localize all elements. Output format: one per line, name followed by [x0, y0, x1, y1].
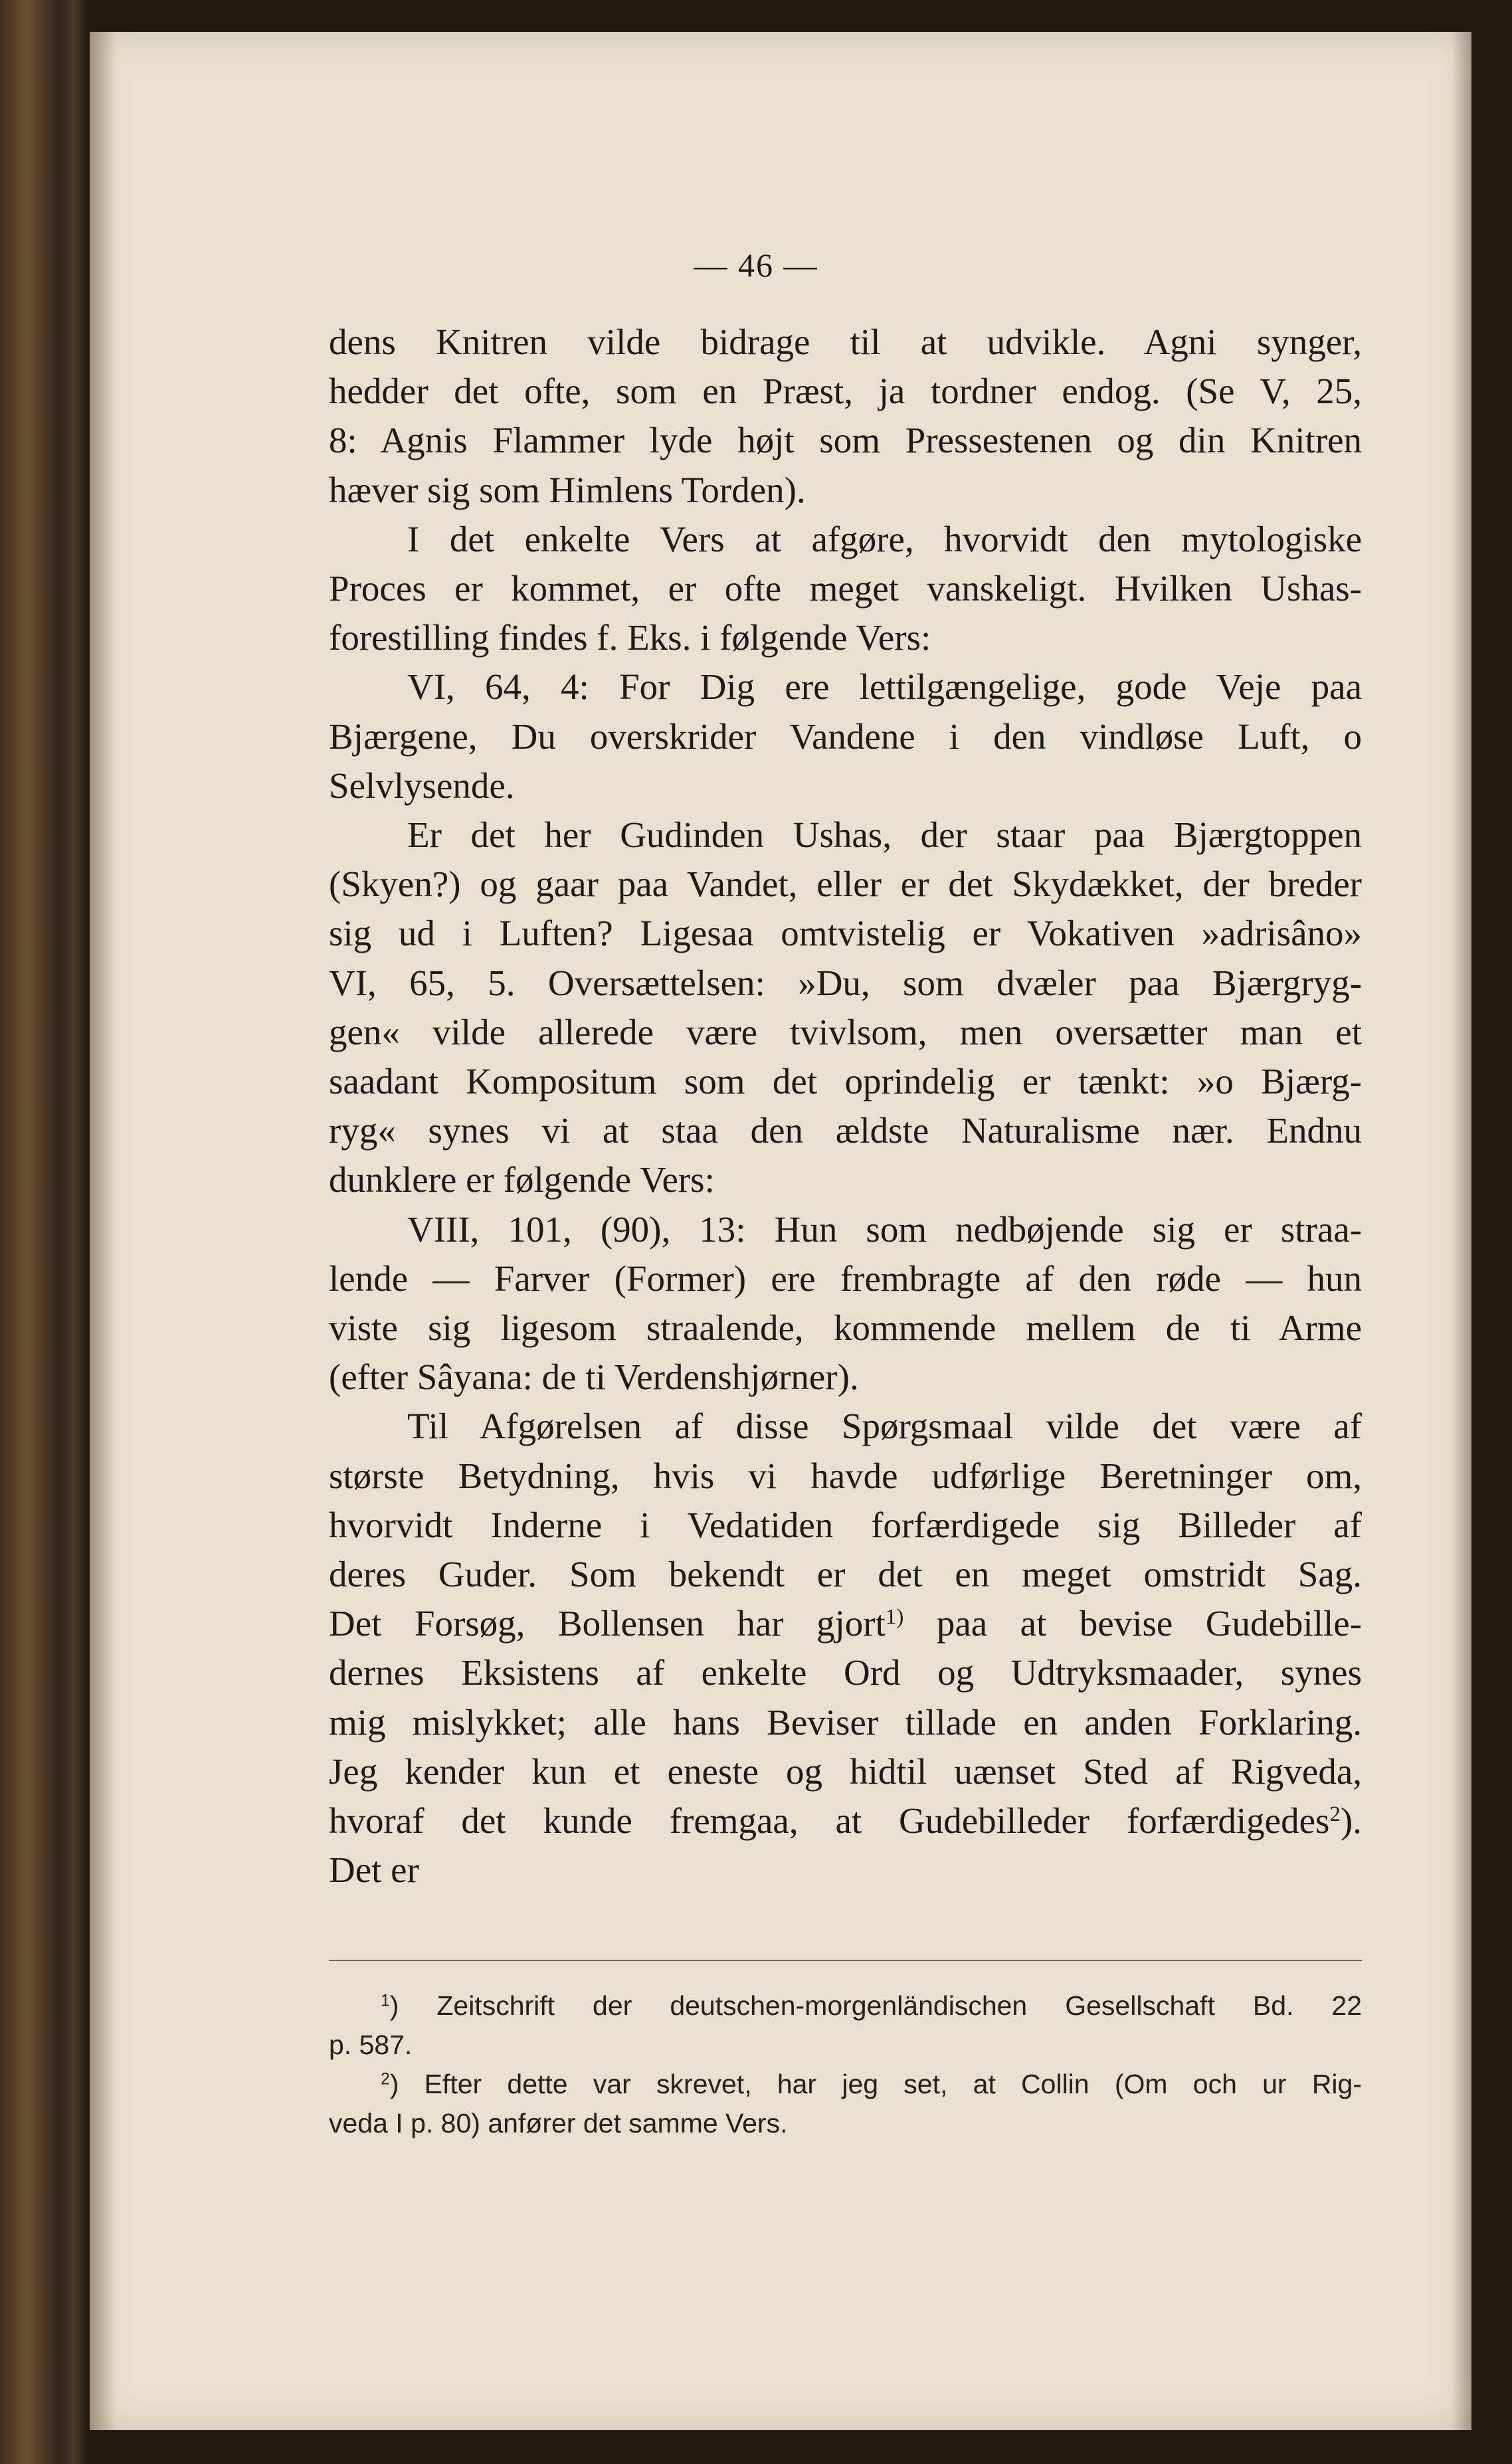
text-line: største Betydning, hvis vi havde udførlige Beretninger om, — [329, 1455, 1362, 1496]
text-line: (Skyen?) og gaar paa Vandet, eller er det Skydækket, der breder — [329, 864, 1362, 905]
text-line: dens Knitren vilde bidrage til at udvikle. Agni synger, — [329, 322, 1362, 362]
text-fragment: hvoraf det kunde fremgaa, at Gudebilleder forfærdigedes — [329, 1800, 1330, 1842]
text-line: Det er — [329, 1849, 419, 1891]
text-line: Selvlysende. — [329, 765, 515, 806]
text-line: sig ud i Luften? Ligesaa omtvistelig er Vokativen »adrisâno» — [329, 913, 1362, 954]
footnote-2-line: veda I p. 80) anfører det samme Vers. — [329, 2108, 788, 2138]
text-line: hedder det ofte, som en Præst, ja tordner endog. (Se V, 25, — [329, 371, 1362, 412]
footnote-1-line — [329, 1986, 1362, 2026]
text-line: dunklere er følgende Vers: — [329, 1159, 715, 1200]
footnote-text: Zeitschrift der deutschen-morgenländischen Gesellschaft Bd. 22 — [399, 1990, 1362, 2021]
text-line: 8: Agnis Flammer lyde højt som Pressestenen og din Knitren — [329, 420, 1362, 461]
text-fragment: paa at bevise Gudebille- — [903, 1603, 1362, 1644]
footnote-1-line: p. 587. — [329, 2030, 413, 2060]
text-line: VI, 65, 5. Oversættelsen: »Du, som dvæler paa Bjærgryg- — [329, 962, 1362, 1003]
footnote-marker-1: 1 — [381, 1992, 390, 2010]
text-fragment: Det Forsøg, Bollensen har gjort — [329, 1603, 886, 1644]
text-line: Proces er kommet, er ofte meget vanskeligt. Hvilken Ushas- — [329, 568, 1362, 609]
footnote-ref-1[interactable]: 1) — [885, 1605, 904, 1630]
text-line: gen« vilde allerede være tvivlsom, men oversætter man et — [329, 1011, 1362, 1052]
text-line: saadant Kompositum som det oprindelig er tænkt: »o Bjærg- — [329, 1061, 1362, 1102]
text-line: dernes Eksistens af enkelte Ord og Udtryksmaader, synes — [329, 1652, 1362, 1693]
text-line: VI, 64, 4: For Dig ere lettilgængelige, gode Veje paa — [407, 666, 1362, 708]
text-line: ryg« synes vi at staa den ældste Naturalisme nær. Endnu — [329, 1110, 1362, 1151]
footnote-paren: ) — [389, 2069, 399, 2099]
body-text — [329, 318, 1362, 1895]
text-line: mig mislykket; alle hans Beviser tillade en anden Forklaring. — [329, 1701, 1362, 1743]
text-line: hæver sig som Himlens Torden). — [329, 469, 806, 510]
footnote-2-line — [329, 2065, 1362, 2104]
text-line: forestilling findes f. Eks. i følgende Vers: — [329, 617, 931, 658]
page-number: — 46 — — [694, 246, 818, 284]
text-line: viste sig ligesom straalende, kommende mellem de ti Arme — [329, 1307, 1362, 1349]
text-fragment: ). — [1340, 1800, 1362, 1842]
footnote-ref-2[interactable]: 2 — [1329, 1802, 1341, 1826]
footnote-text: Efter dette var skrevet, har jeg set, at Collin (Om och ur Rig- — [399, 2069, 1362, 2099]
footnotes — [329, 1986, 1362, 2143]
text-line: Jeg kender kun et eneste og hidtil uænset Sted af Rigveda, — [329, 1751, 1362, 1792]
text-line: hvorvidt Inderne i Vedatiden forfærdigede sig Billeder af — [329, 1504, 1362, 1545]
text-line: Bjærgene, Du overskrider Vandene i den vindløse Luft, o — [329, 715, 1362, 757]
text-line — [329, 1599, 1362, 1648]
text-line: VIII, 101, (90), 13: Hun som nedbøjende sig er straa- — [407, 1208, 1362, 1250]
footnote-marker-2: 2 — [381, 2070, 390, 2089]
page-gutter-shadow — [90, 32, 116, 2430]
text-line: Til Afgørelsen af disse Spørgsmaal vilde det være af — [407, 1406, 1362, 1447]
text-line: lende — Farver (Former) ere frembragte af den røde — hun — [329, 1258, 1362, 1299]
text-line — [329, 1796, 1362, 1846]
footnote-paren: ) — [389, 1990, 399, 2021]
footnote-divider — [329, 1960, 1362, 1961]
text-line: deres Guder. Som bekendt er det en meget omstridt Sag. — [329, 1554, 1362, 1595]
text-line: (efter Sâyana: de ti Verdenshjørner). — [329, 1357, 859, 1398]
text-line: Er det her Gudinden Ushas, der staar paa Bjærgtoppen — [407, 814, 1362, 856]
page-edge-shadow — [1452, 32, 1471, 2430]
text-line: I det enkelte Vers at afgøre, hvorvidt den mytologiske — [407, 518, 1362, 559]
